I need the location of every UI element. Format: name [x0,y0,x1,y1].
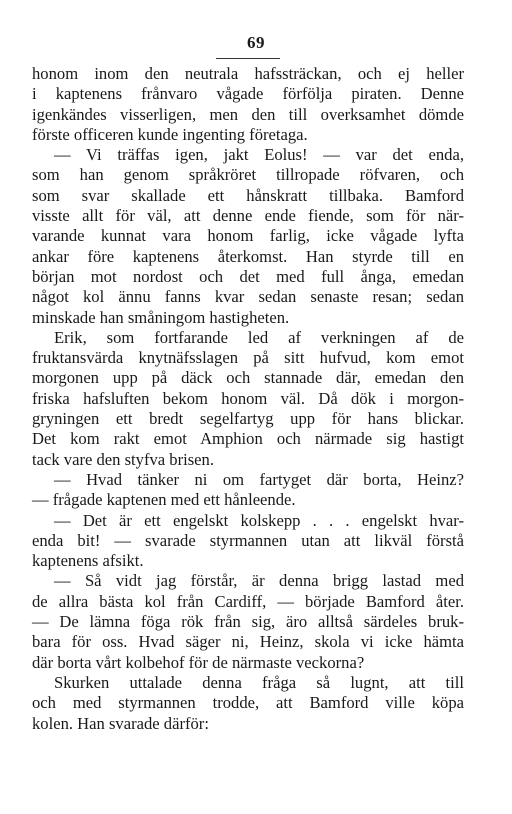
text-line: kaptenens afsikt. [32,551,144,571]
text-line: — frågade kaptenen med ett hånleende. [32,490,296,510]
text-line: i kaptenens frånvaro vågade förfölja piraten. Denne [32,84,464,104]
text-line: minskade han småningom hastigheten. [32,307,290,327]
text-line: kolen. Han svarade därför: [32,713,209,733]
text-line: — Vi träffas igen, jakt Eolus! — var det enda, [54,145,464,165]
text-line: Det kom rakt emot Amphion och närmade sig hastigt [32,429,464,449]
text-line: — Det är ett engelskt kolskepp . . . engelskt hvar- [54,510,464,530]
text-line: gryningen ett bredt segelfartyg upp för hans blickar. [32,409,464,429]
text-line: — Hvad tänker ni om fartyget där borta, Heinz? [54,469,464,489]
body-text [32,64,464,734]
text-line: bara för oss. Hvad säger ni, Heinz, skola vi icke hämta [32,632,464,652]
page-number: 69 [247,33,265,52]
text-line: de allra bästa kol från Cardiff, — började Bamford åter. [32,591,464,611]
text-line: som han genom språkröret tillropade röfvaren, och [32,165,464,185]
text-line: där borta vårt kolbehof för de närmaste veckorna? [32,652,365,672]
text-line: — Så vidt jag förstår, är denna brigg lastad med [54,571,464,591]
text-line: friska hafsluften bekom honom väl. Då dök i morgon- [32,388,464,408]
text-line: visste allt för väl, att denne ende fiende, som för när- [32,206,464,226]
text-line: tack vare den styfva brisen. [32,449,214,469]
text-line: fruktansvärda knytnäfsslagen på sitt hufvud, kom emot [32,348,464,368]
text-line: något kol ännu fanns kvar sedan senaste resan; sedan [32,287,464,307]
text-line: Erik, som fortfarande led af verkningen af de [54,327,464,347]
text-line: förste officeren kunde ingenting företaga. [32,124,308,144]
text-line: och med styrmannen trodde, att Bamford ville köpa [32,693,464,713]
text-line: — De lämna föga rök från sig, äro alltså särdeles bruk- [32,612,464,632]
text-line: enda bit! — svarade styrmannen utan att likväl förstå [32,530,464,550]
text-line: som svar skallade ett hånskratt tillbaka. Bamford [32,185,464,205]
text-line: igenkändes visserligen, men den till overksamhet dömde [32,104,464,124]
page-number-rule [216,58,280,59]
text-line: honom inom den neutrala hafssträckan, och ej heller [32,64,464,83]
text-line: Skurken uttalade denna fråga så lugnt, att till [54,672,464,692]
text-line: ankar före kaptenens återkomst. Han styrde till en [32,246,464,266]
text-line: början mot nordost och det med full ånga, emedan [32,266,464,286]
text-line: morgonen upp på däck och stannade där, emedan den [32,368,464,388]
text-line: varande kunnat vara honom farlig, icke vågade lyfta [32,226,464,246]
